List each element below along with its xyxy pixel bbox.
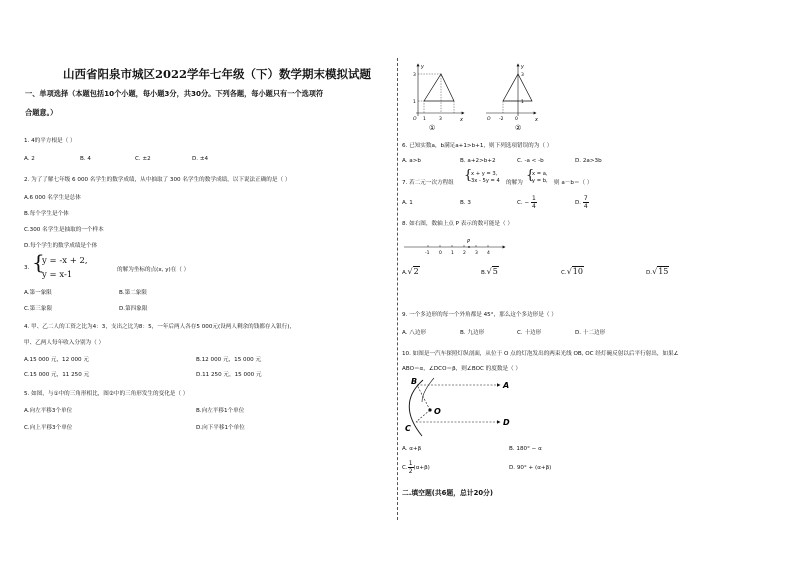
label-d: D (503, 418, 510, 427)
q6-opt-d: D. 2a>3b (575, 158, 602, 164)
q7-sys1-eq2: 3x - 5y = 4 (471, 178, 500, 184)
tick-label: 1 (451, 251, 454, 256)
f1-caption: ① (429, 124, 436, 132)
q10-opt-a: A. α+β (402, 446, 422, 452)
q7-brace-1: { (464, 168, 473, 183)
tick-label: 3 (475, 251, 478, 256)
point-p (468, 246, 470, 248)
q3-opt-b: B.第二象限 (119, 290, 147, 296)
q9-opt-a: A. 八边形 (402, 330, 427, 336)
f2-caption: ② (515, 124, 522, 132)
q3-brace: { (32, 250, 45, 274)
f1-origin: O (413, 117, 417, 122)
q7-opt-c: C. − $\frac{1}{4}$ (517, 195, 536, 210)
section2-heading: 二.填空题(共6题，总计20分) (402, 489, 493, 497)
q8-number-line (402, 236, 510, 258)
f1-y-tick-1: 1 (413, 100, 416, 105)
f2-y-label: y (521, 64, 524, 70)
f1-y-label: y (421, 64, 424, 70)
q8-opt-b: B.√5 (481, 267, 498, 276)
section1-line2: 合题意。） (25, 108, 58, 117)
f1-triangle (424, 74, 454, 101)
q1-stem: 1. 4的平方根是（ ） (24, 138, 76, 144)
q6-opt-b: B. a+2>b+2 (460, 158, 496, 164)
q4-opt-d: D.11 250 元，15 000 元 (196, 372, 262, 378)
f2-triangle (503, 74, 532, 101)
q10-opt-c-fraction: $\frac{1}{2}$ (408, 460, 413, 475)
q6-stem: 6. 已知实数a，b满足a+1>b+1，则下列选项错误的为（ ） (402, 143, 553, 149)
point-o (428, 408, 431, 411)
beam-ob (417, 385, 430, 410)
q3-prefix: 3. (24, 265, 30, 271)
point-p-label: P (467, 239, 471, 245)
q1-opt-a: A. 2 (24, 156, 35, 162)
q9-stem: 9. 一个多边形的每一个外角都是 45°，那么这个多边形是（ ） (402, 312, 557, 318)
tick-label: 2 (463, 251, 466, 256)
lamp-reflector (409, 380, 423, 436)
q1-opt-b: B. 4 (80, 156, 91, 162)
section1-line1: 一、单项选择（本题包括10个小题，每小题3分，共30分。下列各题，每小题只有一个选项符 (25, 89, 324, 98)
f2-x-tick-0: 0 (515, 117, 518, 122)
column-divider (397, 58, 398, 520)
f2-x-label: x (535, 117, 538, 123)
q4-opt-b: B.12 000 元，15 000 元 (196, 357, 262, 363)
q7-opt-c-fraction: $\frac{1}{4}$ (531, 195, 536, 210)
beam-oc (416, 410, 430, 422)
q5-figure (402, 58, 552, 134)
q2-opt-c: C.300 名学生是抽取的一个样本 (24, 227, 104, 233)
q2-opt-a: A.6 000 名学生是总体 (24, 195, 81, 201)
q8-opt-a: A.√2 (402, 267, 419, 276)
q7-opt-d: D. $\frac{7}{4}$ (575, 195, 588, 210)
figure-2 (486, 64, 538, 132)
label-c: C (405, 424, 411, 433)
q5-opt-d: D.向下平移1个单位 (196, 425, 245, 431)
f2-x-tick-neg2: -2 (499, 117, 504, 122)
q3-suffix: 的解为坐标的点(x, y)在（ ） (117, 267, 190, 273)
q7-suffix: 则 a－b＝（ ） (554, 180, 593, 186)
q7-sys1-eq1: x + y = 3, (471, 171, 498, 177)
q5-stem: 5. 如图，与①中的三角形相比，图②中的三角形发生的变化是（ ） (24, 391, 189, 397)
q10-line2: ABO＝α，∠DCO＝β，则∠BOC 的度数是（ ） (402, 366, 522, 372)
q8-opt-c: C.√10 (561, 267, 583, 276)
q10-opt-b: B. 180° − α (509, 446, 542, 452)
label-b: B (411, 377, 418, 386)
q8-stem: 8. 如右图，数轴上点 P 表示的数可能是（ ） (402, 221, 513, 227)
q3-opt-d: D.第四象限 (119, 306, 148, 312)
f1-x-tick-1: 1 (423, 117, 426, 122)
f2-y-tick-1: 1 (521, 100, 524, 105)
f1-x-label: x (460, 117, 463, 123)
q7-opt-b: B. 3 (460, 200, 471, 206)
q7-sys2-eq1: x = a, (532, 171, 548, 177)
q5-opt-c: C.向上平移3个单位 (24, 425, 73, 431)
q9-opt-c: C. 十边形 (517, 330, 542, 336)
f1-y-tick-3: 3 (413, 73, 416, 78)
f2-origin: O (487, 117, 491, 122)
q6-opt-a: A. a>b (402, 158, 421, 164)
q4-line1: 4. 甲、乙二人的工资之比为4：3，支出之比为8：5，一年后两人各存5 000元(设两人剩余的钱都存入银行)， (24, 324, 296, 330)
q2-stem: 2. 为了了解七年级 6 000 名学生的数学成绩，从中抽取了 300 名学生的数学成绩，以下说法正确的是（ ） (24, 177, 291, 183)
q3-opt-a: A.第一象限 (24, 290, 52, 296)
q10-line1: 10. 如图是一汽车探照灯纵剖面，从位于 O 点的灯泡发出的两束光线 OB, OC 经灯碗反射以后平行射出，如果∠ (402, 351, 679, 357)
f2-y-tick-3: 3 (521, 73, 524, 78)
tick-label: 4 (487, 251, 490, 256)
q3-eq2: y = x-1 (42, 270, 73, 280)
q5-opt-b: B.向左平移1个单位 (196, 408, 245, 414)
q7-sys2-eq2: y = b, (532, 178, 548, 184)
q7-opt-a: A. 1 (402, 200, 413, 206)
tick-label: -1 (425, 251, 430, 256)
label-a: A (503, 381, 510, 390)
q8-opt-d: D.√15 (646, 267, 669, 276)
q5-opt-a: A.向左平移3个单位 (24, 408, 73, 414)
q6-opt-c: C. -a < -b (517, 158, 544, 164)
q7-mid: 的解为 (506, 180, 523, 186)
q7-prefix: 7. 若二元一次方程组 (402, 180, 454, 186)
q3-eq1: y = -x + 2, (42, 256, 88, 266)
q2-opt-d: D.每个学生的数学成绩是个体 (24, 243, 98, 249)
tick-label: 0 (439, 251, 442, 256)
q7-opt-d-fraction: $\frac{7}{4}$ (583, 195, 588, 210)
label-o: O (434, 407, 441, 416)
q7-brace-2: { (526, 168, 535, 183)
q10-opt-d: D. 90° + (α+β) (509, 465, 552, 471)
q4-opt-a: A.15 000 元，12 000 元 (24, 357, 89, 363)
q3-opt-c: C.第三象限 (24, 306, 53, 312)
q4-opt-c: C.15 000 元，11 250 元 (24, 372, 90, 378)
q4-line2: 甲、乙两人每年收入分别为（ ） (24, 340, 105, 346)
q1-opt-c: C. ±2 (135, 156, 151, 162)
q9-opt-b: B. 九边形 (460, 330, 485, 336)
q1-opt-d: D. ±4 (192, 156, 209, 162)
q10-figure (400, 374, 520, 442)
figure-1 (413, 64, 464, 132)
f1-x-tick-3: 3 (439, 117, 442, 122)
q9-opt-d: D. 十二边形 (575, 330, 606, 336)
q2-opt-b: B.每个学生是个体 (24, 211, 69, 217)
page-title: 山西省阳泉市城区2022学年七年级（下）数学期末模拟试题 (63, 67, 372, 81)
q10-opt-c: C. $\frac{1}{2}$ (α+β) (402, 460, 430, 475)
